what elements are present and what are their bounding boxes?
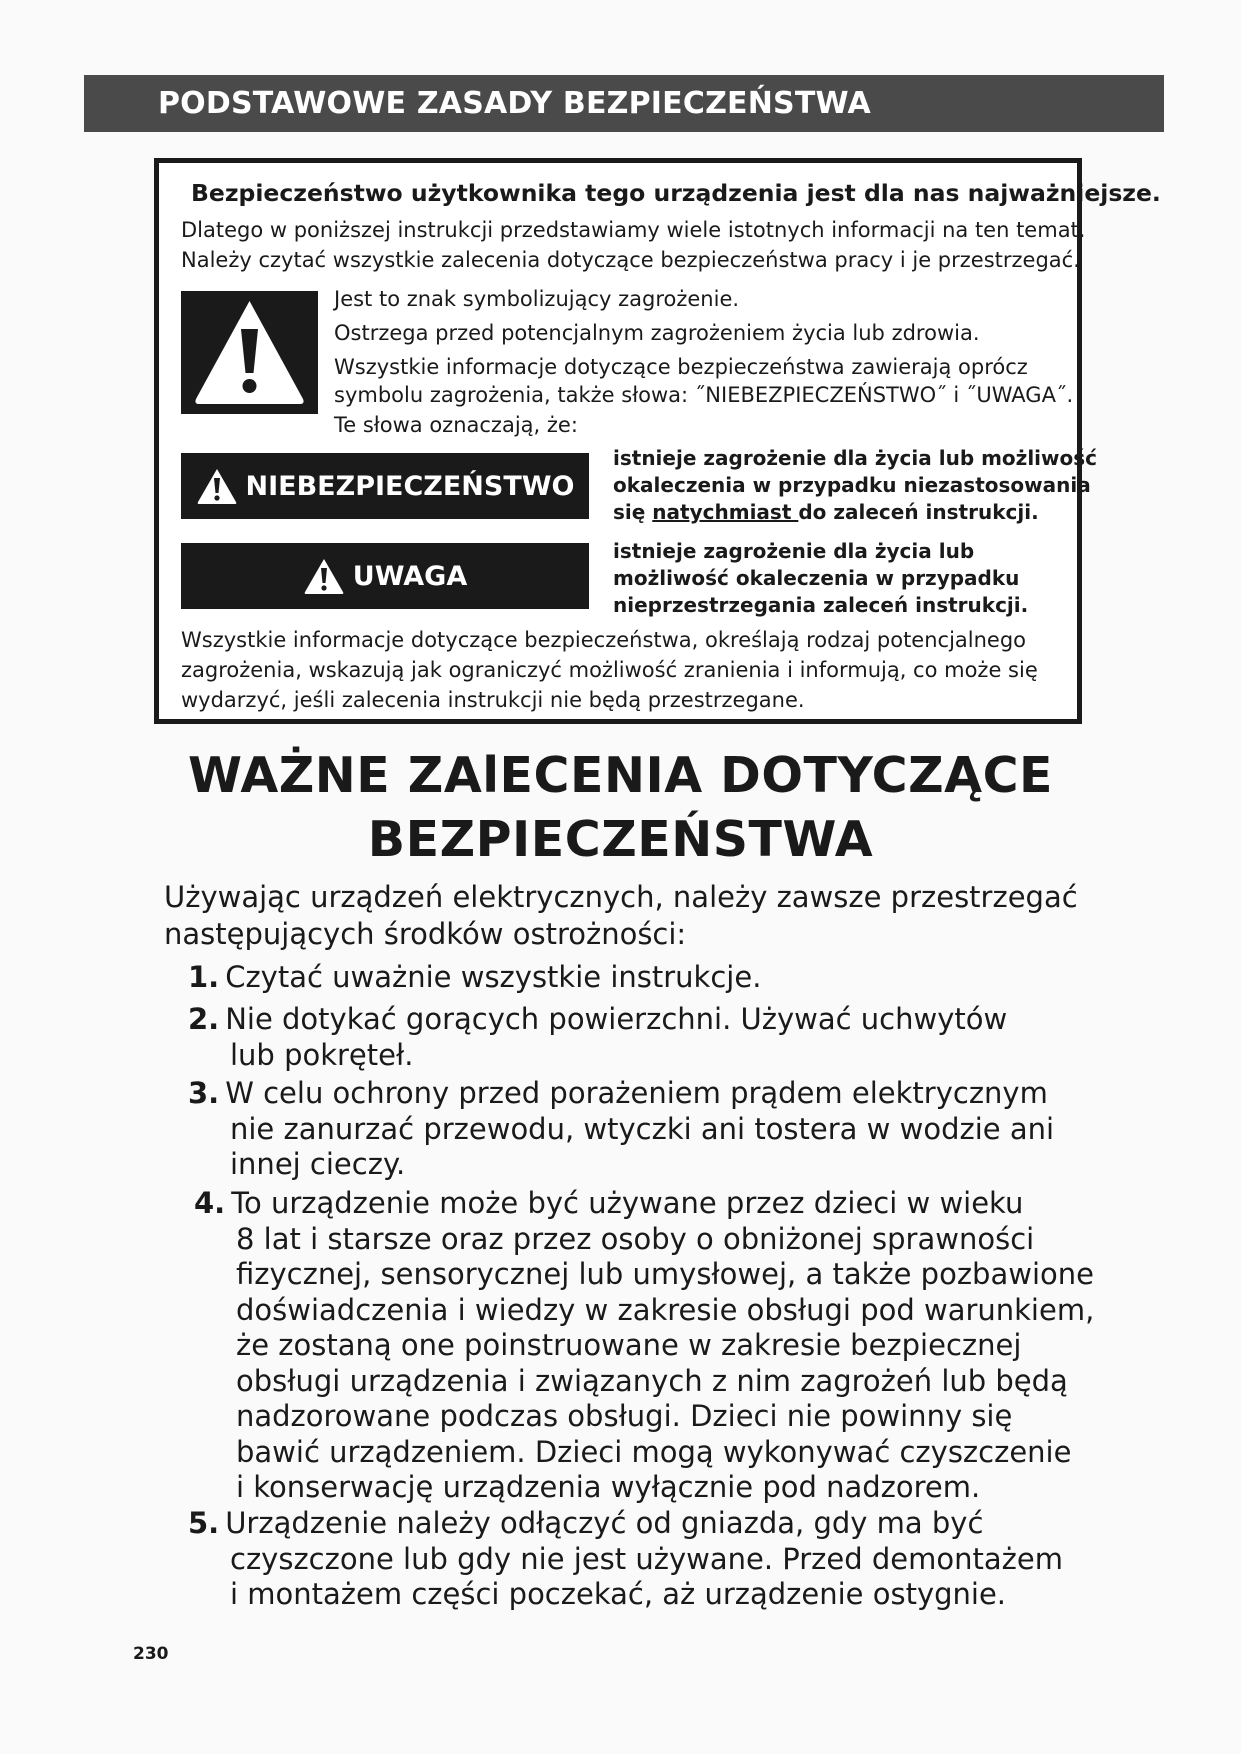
item-text: 8 lat i starsze oraz przez osoby o obniżonej sprawności [236,1221,1035,1256]
item-text: i konserwację urządzenia wyłącznie pod nadzorem. [236,1470,981,1504]
item-text: że zostaną one poinstruowane w zakresie bezpiecznej [236,1328,1022,1362]
item-text: doświadczenia i wiedzy w zakresie obsługi pod warunkiem, [236,1292,1095,1327]
caution-description [613,538,1028,619]
caution-description-line: nieprzestrzegania zaleceń instrukcji. [613,593,1029,617]
section-header-bar [84,75,1164,132]
item-text: bawić urządzeniem. Dzieci mogą wykonywać czyszczenie [236,1434,1072,1469]
caution-description-line: istnieje zagrożenie dla życia lub [613,539,975,563]
item-text: Czytać uważnie wszystkie instrukcje. [225,960,762,994]
safety-list-item [188,1506,1063,1613]
item-text: nadzorowane podczas obsługi. Dzieci nie powinny się [236,1399,1013,1433]
intro-line: Używając urządzeń elektrycznych, należy zawsze przestrzegać [164,880,1078,914]
safety-intro-line: Dlatego w poniższej instrukcji przedstawiamy wiele istotnych informacji na ten temat. [181,218,1086,242]
symbol-description-line: Ostrzega przed potencjalnym zagrożeniem życia lub zdrowia. [334,321,980,345]
danger-description-line: się natychmiast do zaleceń instrukcji. [613,500,1039,524]
item-number: 1. [188,960,220,994]
warning-triangle-icon [196,467,238,505]
item-number: 4. [194,1186,226,1220]
safety-list-item [188,960,761,996]
emphasis-word: natychmiast [652,500,799,524]
safety-list-item [188,1076,1054,1183]
item-text: nie zanurzać przewodu, wtyczki ani tostera w wodzie ani [230,1111,1055,1146]
symbol-description-line: Te słowa oznaczają, że: [334,413,578,437]
item-text: i montażem części poczekać, aż urządzenie ostygnie. [230,1577,1007,1611]
danger-description [613,445,1097,526]
safety-footer-line: wydarzyć, jeśli zalecenia instrukcji nie będą przestrzegane. [181,688,805,712]
safety-footer-line: zagrożenia, wskazują jak ograniczyć możliwość zranienia i informują, co może się [181,658,1038,682]
item-text: innej cieczy. [230,1147,406,1181]
caution-label-text: UWAGA [352,560,468,592]
item-text: fizycznej, sensorycznej lub umysłowej, a także pozbawione [236,1257,1094,1291]
caution-label [181,543,589,609]
warning-triangle-icon [303,557,345,595]
item-text: obsługi urządzenia i związanych z nim zagrożeń lub będą [236,1363,1068,1398]
safety-footer-line: Wszystkie informacje dotyczące bezpieczeństwa, określają rodzaj potencjalnego [181,628,1027,652]
safety-list-item [194,1186,1094,1506]
item-text: Urządzenie należy odłączyć od gniazda, gdy ma być [225,1506,984,1540]
item-number: 3. [188,1076,220,1110]
symbol-description-line: Jest to znak symbolizujący zagrożenie. [334,287,740,311]
symbol-description-line: symbolu zagrożenia, także słowa: ˝NIEBEZPIECZEŃSTWO˝ i ˝UWAGA˝. [334,383,1074,407]
item-number: 5. [188,1506,220,1540]
danger-label [181,453,589,519]
danger-description-line: istnieje zagrożenie dla życia lub możliwość [613,446,1098,470]
safety-box-title: Bezpieczeństwo użytkownika tego urządzenia jest dla nas najważniejsze. [191,179,1161,207]
danger-label-text: NIEBEZPIECZEŃSTWO [245,470,575,502]
warning-triangle-icon [181,291,318,414]
item-text: czyszczone lub gdy nie jest używane. Przed demontażem [230,1541,1063,1576]
safety-list-item [188,1002,1007,1073]
safety-info-box [154,158,1161,724]
intro-line: następujących środków ostrożności: [164,917,687,951]
item-text: Nie dotykać gorących powierzchni. Używać uchwytów [225,1002,1008,1036]
caution-description-line: możliwość okaleczenia w przypadku [613,566,1020,590]
item-text: lub pokręteł. [230,1037,414,1072]
item-number: 2. [188,1002,220,1036]
page-number: 230 [133,1644,169,1664]
safety-intro-line: Należy czytać wszystkie zalecenia dotyczące bezpieczeństwa pracy i je przestrzegać. [181,248,1080,272]
item-text: W celu ochrony przed porażeniem prądem elektrycznym [225,1076,1048,1110]
symbol-description-line: Wszystkie informacje dotyczące bezpieczeństwa zawierają oprócz [334,355,1028,379]
item-text: To urządzenie może być używane przez dzieci w wieku [231,1186,1024,1220]
main-heading-line: WAŻNE ZAlECENIA DOTYCZĄCE [187,747,1054,804]
danger-description-line: okaleczenia w przypadku niezastosowania [613,473,1091,497]
main-heading-line: BEZPIECZEŃSTWA [367,811,874,868]
section-title: PODSTAWOWE ZASADY BEZPIECZEŃSTWA [158,86,871,121]
